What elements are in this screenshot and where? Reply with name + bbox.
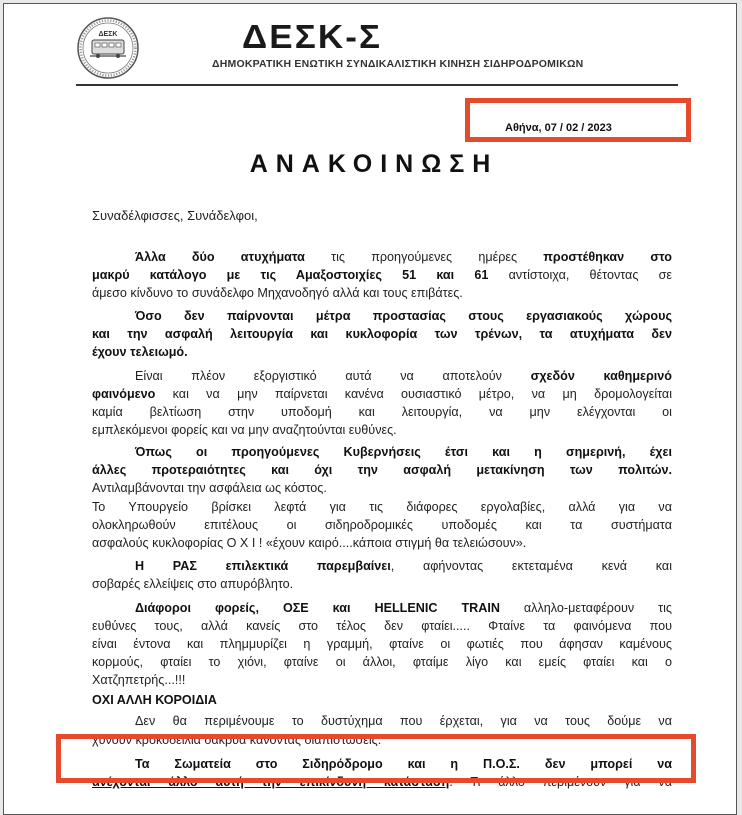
body-line: σοβαρές ελλείψεις στο απυρόβλητο.: [92, 577, 294, 591]
svg-text:ΔΕΣΚ: ΔΕΣΚ: [98, 31, 118, 38]
header-divider: [76, 84, 678, 86]
body-line: είναι έντονα και πλημμυρίζει η γραμμή, φταίνε οι φωτιές που άφησαν καμένους: [92, 637, 672, 651]
date-highlight-box: [465, 98, 691, 142]
body-line: Είναι πλέον εξοργιστικό αυτά να αποτελούν σχεδόν καθημερινό: [135, 369, 672, 383]
quote-highlight-box: [56, 734, 696, 783]
body-line: έχουν τελειωμό.: [92, 345, 188, 359]
section-heading: ΟΧΙ ΑΛΛΗ ΚΟΡΟΙΔΙΑ: [92, 693, 217, 707]
body-line: καμία βελτίωση στην υποδομή και λειτουργία, να μην ελέγχονται οι: [92, 405, 672, 419]
body-line: Διάφοροι φορείς, ΟΣΕ και HELLENIC TRAIN αλληλο-μεταφέρουν τις: [135, 601, 672, 615]
body-line: ολοκληρωθούν επιτέλους οι σιδηροδρομικές υποδομές και τα συστήματα: [92, 518, 672, 532]
document-title: ΑΝΑΚΟΙΝΩΣΗ: [249, 150, 499, 178]
body-line: Αντιλαμβάνονται την ασφάλεια ως κόστος.: [92, 481, 327, 495]
body-line: φαινόμενο και να μην παίρνεται κανένα ουσιαστικό μέτρο, να μη δρομολογείται: [92, 387, 672, 401]
body-line: Δεν θα περιμένουμε το δυστύχημα που έρχεται, για να τους δούμε να: [135, 714, 672, 728]
body-line: κορμούς, φταίει το χιόνι, φταίνε οι άλλοι, φταίμε λίγο και εμείς φταίει και ο: [92, 655, 672, 669]
body-line: ασφαλούς κυκλοφορίας Ο Χ Ι ! «έχουν καιρό....κάποια στιγμή θα τελειώσουν».: [92, 536, 527, 550]
body-line: εμπλεκόμενοι φορείς και να μην αναζητούνται ευθύνες.: [92, 423, 397, 437]
body-line: Το Υπουργείο βρίσκει λεφτά για τις διάφορες εργολαβίες, αλλά για να: [92, 500, 672, 514]
body-line: Όσο δεν παίρνονται μέτρα προστασίας στους εργασιακούς χώρους: [135, 309, 672, 323]
body-line: και την ασφαλή λειτουργία και κυκλοφορία των τρένων, τα ατυχήματα δεν: [92, 327, 672, 341]
body-line: ανέχονται άλλο αυτή την επικίνδυνη κατάσταση. Τι άλλο περιμένουν για να: [92, 775, 672, 789]
document-page: [3, 3, 737, 815]
body-line: Όπως οι προηγούμενες Κυβερνήσεις έτσι και η σημερινή, έχει: [135, 445, 672, 459]
body-line: μακρύ κατάλογο με τις Αμαξοστοιχίες 51 και 61 αντίστοιχα, θέτοντας σε: [92, 268, 672, 282]
union-seal-logo: [76, 16, 140, 80]
body-line: Τα Σωματεία στο Σιδηρόδρομο και η Π.Ο.Σ. δεν μπορεί να: [135, 757, 672, 771]
body-line: Άλλα δύο ατυχήματα τις προηγούμενες ημέρες προστέθηκαν στο: [135, 250, 672, 264]
body-line: άμεσο κίνδυνο το συνάδελφο Μηχανοδηγό αλλά και τους επιβάτες.: [92, 286, 463, 300]
greeting: Συναδέλφισσες, Συνάδελφοι,: [92, 208, 258, 223]
body-line: άλλες προτεραιότητες και όχι την ασφαλή μετακίνηση των πολιτών.: [92, 463, 672, 477]
org-name: ΔΕΣΚ-Σ: [242, 18, 383, 55]
org-fullname: ΔΗΜΟΚΡΑΤΙΚΗ ΕΝΩΤΙΚΗ ΣΥΝΔΙΚΑΛΙΣΤΙΚΗ ΚΙΝΗΣΗ ΣΙΔΗΡΟΔΡΟΜΙΚΩΝ: [212, 58, 584, 70]
document-date: Αθήνα, 07 / 02 / 2023: [505, 122, 612, 134]
body-line: ευθύνες τους, αλλά κανείς στο τέλος δεν φταίει..... Φταίνε τα φαινόμενα που: [92, 619, 672, 633]
body-line: Η ΡΑΣ επιλεκτικά παρεμβαίνει, αφήνοντας εκτεταμένα κενά και: [135, 559, 672, 573]
body-line: Χατζηπετρής...!!!: [92, 673, 186, 687]
body-line: χύνουν κροκοδείλια δάκρυα κάνοντας διαπιστώσεις.: [92, 733, 382, 747]
